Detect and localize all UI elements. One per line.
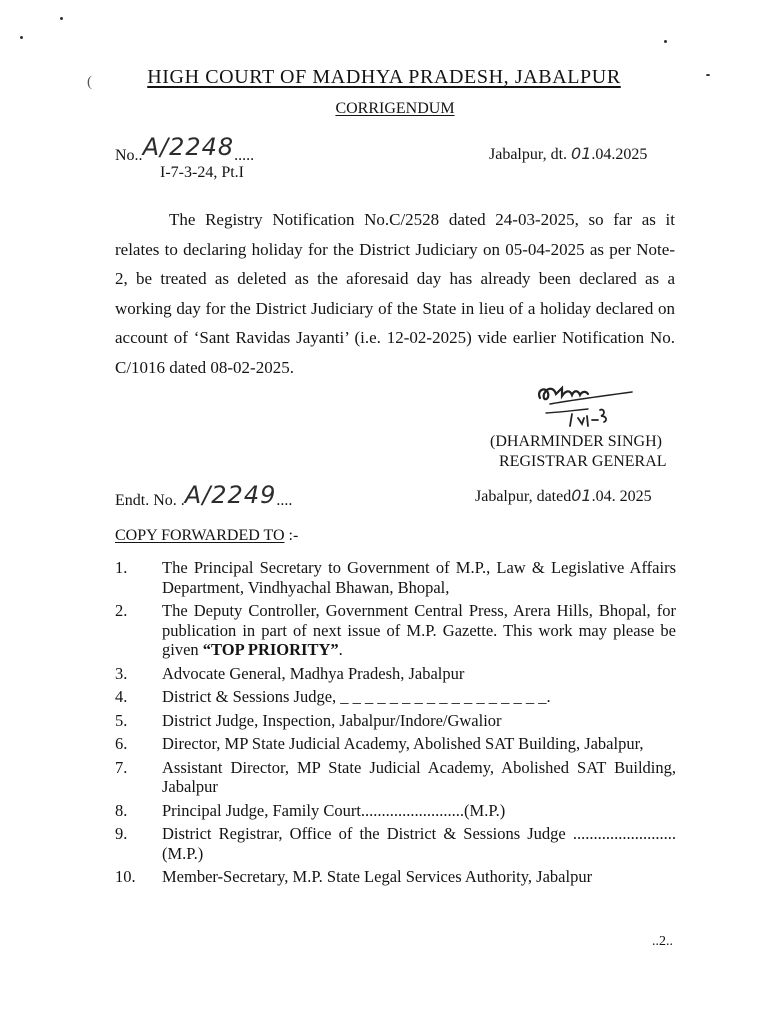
priority-emphasis: “TOP PRIORITY” [202, 640, 339, 659]
reference-prefix: No.. [115, 147, 143, 164]
list-item [115, 601, 676, 660]
list-item-text: District Registrar, Office of the District & Sessions Judge .........................(M.P.) [162, 824, 676, 863]
list-item [115, 687, 676, 707]
court-title: HIGH COURT OF MADHYA PRADESH, JABALPUR [147, 66, 621, 88]
handwritten-endorsement-day: 01 [571, 486, 592, 505]
list-item-number: 7. [115, 757, 128, 777]
issue-date-rest: .04.2025 [591, 146, 648, 163]
list-item-text: The Deputy Controller, Government Central Press, Arera Hills, Bhopal, for publication in part of next issue of M.P. Gazette. This work may please be given [162, 601, 676, 659]
list-item-number: 5. [115, 710, 128, 730]
handwritten-endorsement-number: A/2249 [184, 481, 277, 509]
signatory-designation: REGISTRAR GENERAL [499, 453, 667, 470]
signature-mark [532, 380, 642, 430]
endorsement-date-rest: .04. 2025 [591, 488, 652, 505]
endorsement-number [115, 483, 292, 511]
document-type-heading: CORRIGENDUM [335, 100, 455, 117]
list-item [115, 867, 676, 887]
handwritten-signature-icon [532, 380, 642, 430]
list-item-text: District & Sessions Judge, _ _ _ _ _ _ _ _ _ _ _ _ _ _ _ _ _. [162, 687, 551, 706]
list-item-number: 3. [115, 663, 128, 683]
list-item-text: Director, MP State Judicial Academy, Abolished SAT Building, Jabalpur, [162, 734, 644, 753]
list-item-number: 8. [115, 800, 128, 820]
list-item-number: 9. [115, 824, 128, 843]
list-item-number: 1. [115, 558, 128, 577]
endorsement-suffix: .... [276, 492, 293, 509]
file-reference: I-7-3-24, Pt.I [160, 164, 244, 181]
list-item-number: 6. [115, 734, 128, 753]
copy-forwarded-label: COPY FORWARDED TO [115, 527, 285, 544]
scan-speck [20, 36, 23, 39]
list-item-text: Member-Secretary, M.P. State Legal Services Authority, Jabalpur [162, 867, 593, 886]
handwritten-reference-number: A/2248 [142, 133, 235, 161]
list-item-text: Principal Judge, Family Court.........................(M.P.) [162, 800, 506, 820]
page-continuation-marker: ..2.. [652, 934, 673, 949]
list-item-text: Advocate General, Madhya Pradesh, Jabalpur [162, 663, 465, 683]
list-item-tail: . [338, 640, 343, 659]
endorsement-date [475, 486, 652, 506]
list-item [115, 711, 676, 731]
scan-speck [664, 40, 667, 43]
list-item-number: 4. [115, 687, 128, 706]
handwritten-date-day: 01 [571, 144, 592, 163]
list-item [115, 664, 676, 684]
list-item [115, 801, 676, 821]
reference-number [115, 133, 255, 166]
endorsement-date-prefix: Jabalpur, dated [475, 488, 572, 505]
list-item-number: 2. [115, 601, 128, 620]
issue-date-prefix: Jabalpur, dt. [489, 146, 568, 163]
issue-date [489, 144, 647, 164]
scan-speck [60, 17, 63, 20]
list-item [115, 734, 676, 754]
signatory-name: (DHARMINDER SINGH) [490, 433, 662, 450]
list-item-text: Assistant Director, MP State Judicial Academy, Abolished SAT Building, Jabalpur [162, 757, 676, 796]
copy-forwarded-suffix: :- [284, 527, 299, 544]
corrigendum-body: The Registry Notification No.C/2528 dated 24-03-2025, so far as it relates to declaring holiday for the District Judiciary on 05-04-2025 as per Note-2, be treated as deleted as the aforesaid day has already been declared as a working day for the District Judiciary of the State in lieu of a holiday declared on account of ‘Sant Ravidas Jayanti’ (i.e. 12-02-2025) vide earlier Notification No. C/1016 dated 08-02-2025. [115, 210, 675, 377]
copy-forwarded-heading [115, 527, 298, 545]
scan-mark: ( [87, 74, 92, 90]
list-item [115, 758, 676, 797]
list-item-text: The Principal Secretary to Government of M.P., Law & Legislative Affairs Department, Vindhyachal Bhawan, Bhopal, [162, 558, 676, 597]
list-item-number: 10. [115, 867, 136, 886]
list-item [115, 558, 676, 597]
list-item [115, 824, 676, 863]
distribution-list [115, 558, 676, 887]
endorsement-prefix: Endt. No. . [115, 492, 185, 509]
list-item-text: District Judge, Inspection, Jabalpur/Indore/Gwalior [162, 710, 502, 730]
reference-suffix: ..... [234, 147, 255, 164]
